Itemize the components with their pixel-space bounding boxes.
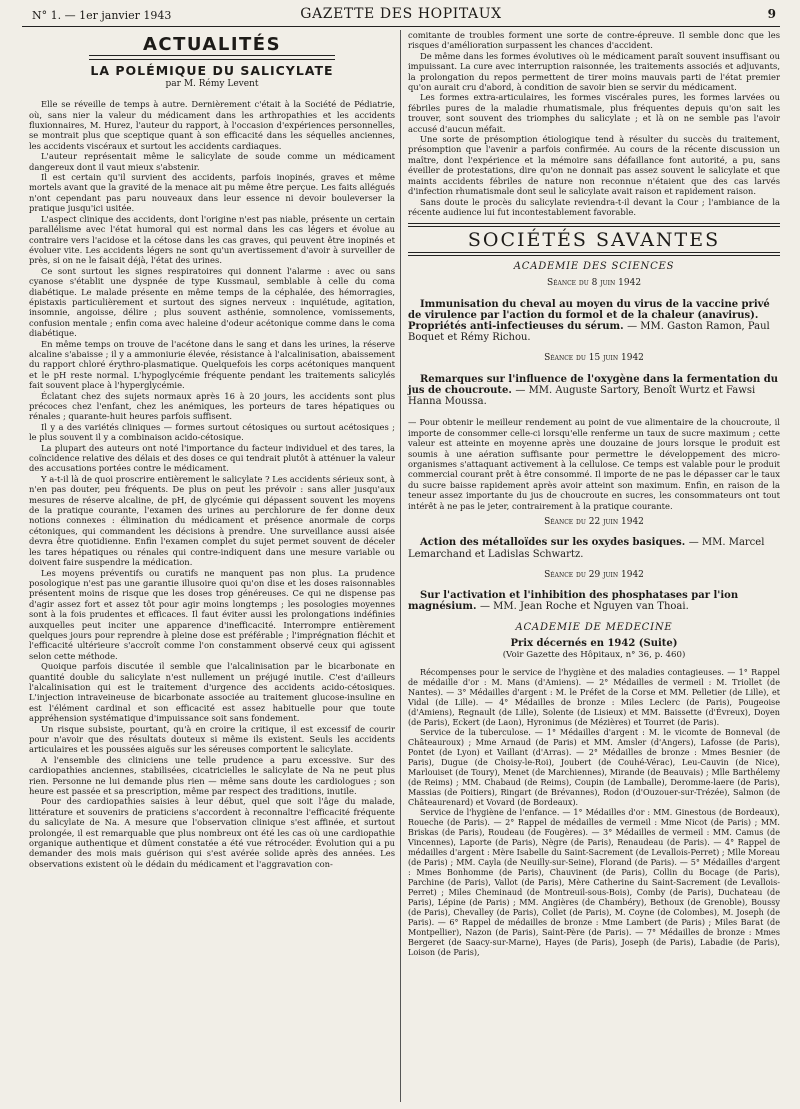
communication-title: Sur l'activation et l'inhibition des phosphatases par l'ion magnésium. xyxy=(408,590,739,613)
article-paragraph: La plupart des auteurs ont noté l'importance du facteur individuel et des tares, la coïncidence relative des délais et des doses ce qui tendrait plutôt à atténuer la valeur des accusations portées contre le médicament. xyxy=(29,442,395,474)
article-paragraph: Un risque subsiste, pourtant, qu'à en croire la critique, il est excessif de courir pour n'avoir que des résultats douteux si même ils existent. Seuls les accidents articulaires et les poussées aiguës sur les séreuses comportent le salicylate. xyxy=(29,723,395,755)
prize-paragraph: Service de l'hygiène de l'enfance. — 1° Médailles d'or : MM. Ginestous (de Bordeaux), Roueche (de Paris). — 2° Rappel de médailles de vermeil : Mme Nicot (de Paris) ; MM. Briskas (de Paris), Roudeau (de Fougères). — 3° Médailles de vermeil : MM. Camus (de Vincennes), Laporte (de Paris), Nègre (de Paris), Renaudeau (de Paris). — 4° Rappel de médailles d'argent : Mère Isabelle du Saint-Sacrement (de Levallois-Perret) ; Mlle Moreau (de Paris) ; MM. Cayla (de Neuilly-sur-Seine), Florand (de Paris). — 5° Médailles d'argent : Mmes Bonhomme (de Paris), Chauvinent (de Paris), Collin du Bocage (de Paris), Parchine (de Paris), Vallot (de Paris), Mère Catherine du Saint-Sacrement (de Levallois-Perret) ; Miles Cheminaud (de Montreuil-sous-Bois), Comby (de Paris), Duchateau (de Paris), Lépine (de Paris) ; MM. Angières (de Chambéry), Bethoux (de Grenoble), Boussy (de Paris), Chevalley (de Paris), Collet (de Paris), M. Coyne (de Colombes), M. Joseph (de Paris). — 6° Rappel de médailles de bronze : Mme Lambert (de Paris) ; Miles Barat (de Montpellier), Nazon (de Paris), Saint-Père (de Paris). — 7° Médailles de bronze : Mmes Bergeret (de Saacy-sur-Marne), Hayes (de Paris), Joseph (de Paris), Labadie (de Paris), Loison (de Paris), xyxy=(408,806,780,957)
article-paragraph: Il y a des variétés cliniques — formes surtout cétosiques ou surtout acétosiques ; le plus souvent il y a combinaison acido-cétosique. xyxy=(29,421,395,443)
page-header xyxy=(22,2,780,27)
section-title-societes: SOCIÉTÉS SAVANTES xyxy=(467,229,721,252)
article-continuation: Les formes extra-articulaires, les formes viscérales pures, les formes larvées ou fébriles pures de la maladie rhumatismale, plus fréquentes depuis qu'on sait les trouver, sont souvent des triomphes du salicylate ; et là on ne semble pas l'avoir accusé d'aucun méfait. xyxy=(408,92,780,134)
prize-paragraph: Service de la tuberculose. — 1° Médailles d'argent : M. le vicomte de Bonneval (de Châteauroux) ; Mme Arnaud (de Paris) et MM. Amsler (d'Angers), Lafosse (de Paris), Pontet (de Lyon) et Vaillant (d'Arras). — 2° Médailles de bronze : Mmes Besnier (de Paris), Dugue (de Choisy-le-Roi), Joubert (de Couhé-Vérac), Leu-Cauvin (de Nice), Marlouiset (de Toury), Menet (de Marchiennes), Mirande (de Beauvais) ; Mlle Barthélemy (de Reims) ; MM. Chabaud (de Reims), Coupin (de Lamballe), Deromme-laere (de Paris), Massias (de Poitiers), Ringart (de Brévannes), Rodon (d'Ouzouer-sur-Trézée), Salmon (de Châteaurenard) et Vovard (de Bordeaux). xyxy=(408,726,780,807)
issue-label: N° 1. — 1er janvier 1943 xyxy=(32,9,172,22)
communication-title: Remarques sur l'influence de l'oxygène dans la fermentation du jus de choucroute. xyxy=(408,373,778,396)
article-byline: par M. Rémy Levent xyxy=(165,78,259,89)
article-paragraph: Elle se réveille de temps à autre. Dernièrement c'était à la Société de Pédiatrie, où, sans nier la valeur du médicament dans les arthropathies et les accidents fluxionnaires, M. Hurez, l'auteur du rapport, à l'occasion d'expériences personnelles, se montrait plus que sceptique quant à son efficacité dans les séquelles anciennes, les accidents viscéraux et surtout les accidents cardiaques. xyxy=(29,99,395,151)
article-paragraph: Il est certain qu'il survient des accidents, parfois inopinés, graves et même mortels avant que la gravité de la menace ait pu même être perçue. Les faits allégués n'ont cependant pas paru nouveaux dans leur essence ni devoir bouleverser la pratique jusqu'ici usitée. xyxy=(29,172,395,214)
article-paragraph: Y a-t-il là de quoi proscrire entièrement le salicylate ? Les accidents sérieux sont, à n'en pas douter, peu fréquents. De plus on peut les prévoir : sans aller jusqu'aux mesures de réserve alcaline, de pH, de glycémie qui dépassent souvent les moyens de la pratique courante, l'examen des urines au perchlorure de fer donne deux notions connexes : élimination du médicament et présence anormale de corps cétoniques, qui commandent les décisions à prendre. Une surveillance aussi aisée devra être quotidienne. Enfin l'examen complet du sujet permet souvent de déceler les tares hépatiques ou rénales qui contre-indiquent dans une mesure variable ou doivent faire suspendre la médication. xyxy=(29,473,395,568)
article-continuation: Sans doute le procès du salicylate reviendra-t-il devant la Cour ; l'ambiance de la récente audience lui fut incontestablement favorable. xyxy=(408,196,780,217)
section-title-actualites: ACTUALITÉS xyxy=(142,34,282,55)
article-paragraph: En même temps on trouve de l'acétone dans le sang et dans les urines, la réserve alcaline s'abaisse ; il y a ammoniurie élevée, résistance à l'alcalinisation, abaissement du rapport chloré érythro-plasmatique. Quelquefois les corps acétoniques manquent et le pH reste normal. L'hypoglycémie fréquente pendant les traitements salicylés fait souvent place à l'hyperglycémie. xyxy=(29,338,395,391)
article-paragraph: A l'ensemble des cliniciens une telle prudence a paru excessive. Sur des cardiopathies anciennes, stabilisées, cicatricielles le salicylate de Na ne peut plus rien. Personne ne lui demande plus rien — même sans doute les cardiologues ; son heure est passée et sa prescription, même par respect des traditions, inutile. xyxy=(29,754,395,797)
prizes-reference: (Voir Gazette des Hôpitaux, n° 36, p. 460) xyxy=(502,650,686,661)
left-column xyxy=(29,30,395,1102)
session-date: Séance du 8 juin 1942 xyxy=(546,278,642,289)
prizes-title: Prix décernés en 1942 (Suite) xyxy=(510,638,678,650)
page-number: 9 xyxy=(767,7,776,21)
communication-authors: — MM. Gaston Ramon, Paul Boquet et Rémy Richou. xyxy=(408,320,770,344)
communication-title: Immunisation du cheval au moyen du virus de la vaccine privé de virulence par l'action du formol et de la chaleur (anavirus). Propriétés anti-infectieuses du sérum. xyxy=(408,298,770,332)
article-continuation: comitante de troubles forment une sorte de contre-épreuve. Il semble donc que les risques d'amélioration surpassent les chances d'accident. xyxy=(408,30,780,51)
communication-entry xyxy=(408,299,780,344)
section-rule-top xyxy=(408,223,780,227)
article-continuation: Une sorte de présomption étiologique tend à résulter du succès du traitement, présomption que l'avenir a parfois confirmée. Au cours de la récente discussion un maître, dont l'expérience et la mémoire sans défaillance font autorité, a pu, sans éveiller de protestations, dire qu'on ne donnait pas assez souvent le salicylate et que maints accidents fébriles de nature non reconnue n'étaient que des cas larvés d'infection rhumatismale dont seul le salicylate avait raison et rapidement raison. xyxy=(408,134,780,197)
article-paragraph: Ce sont surtout les signes respiratoires qui donnent l'alarme : avec ou sans cyanose s'établit une dyspnée de type Kussmaul, semblable à celle du coma diabétique. Le malade présente en même temps de la céphalée, des hémorragies, épistaxis particulièrement et surtout des signes nerveux : inquiétude, agitation, insomnie, angoisse, délire ; plus souvent asthénie, somnolence, vomissements, confusion mentale ; enfin coma avec haleine d'odeur acétonique comme dans le coma diabétique. xyxy=(29,265,395,339)
communication-entry xyxy=(408,374,780,408)
prize-paragraph: Récompenses pour le service de l'hygiène et des maladies contagieuses. — 1° Rappel de médaille d'or : M. Mans (d'Amiens). — 2° Médailles de vermeil : M. Triollet (de Nantes). — 3° Médailles d'argent : M. le Préfet de la Corse et MM. Pelletier (de Lille), et Vidal (de Lille). — 4° Médailles de bronze : Miles Leclerc (de Paris), Pougeoise (d'Amiens), Regnault (de Lille), Solente (de Lisieux) et MM. Baissette (d'Évreux), Doyen (de Paris), Eckert (de Laon), Hyronimus (de Mézières) et Tourret (de Paris). xyxy=(408,666,780,727)
column-divider xyxy=(400,30,401,1102)
communication-authors: — MM. Auguste Sartory, Benoît Wurtz et Fawsi Hanna Moussa. xyxy=(408,384,756,408)
communication-abstract: — Pour obtenir le meilleur rendement au point de vue alimentaire de la choucroute, il importe de consommer celle-ci lorsqu'elle renferme un taux de sucre maximum ; cette valeur est atteinte en moyenne après une douzaine de jours lorsque le produit est soumis à une aération suffisante pour permettre le développement des micro-organismes s'attaquant activement à la cellulose. Ce temps est valable pour le produit commercial courant prêt à être consommé. Il importe de ne pas le dépasser car le taux du sucre baisse rapidement après avoir atteint son maximum. Enfin, en raison de la teneur assez importante du jus de choucroute en sucres, les consommateurs ont tout intérêt à ne pas le jeter, contrairement à la pratique courante. xyxy=(408,417,780,511)
academy-medecine-heading: ACADEMIE DE MEDECINE xyxy=(515,621,673,633)
session-date: Séance du 15 juin 1942 xyxy=(544,353,644,364)
journal-title: GAZETTE DES HOPITAUX xyxy=(300,6,502,22)
communication-authors: — MM. Jean Roche et Nguyen van Thoai. xyxy=(479,601,689,613)
session-date: Séance du 29 juin 1942 xyxy=(544,569,644,580)
communication-entry xyxy=(408,537,780,559)
article-paragraph: Quoique parfois discutée il semble que l'alcalinisation par le bicarbonate en quantité double du salicylate n'est nullement un préjugé inutile. C'est d'ailleurs l'alcalinisation qui est le traitement d'urgence des accidents acido-cétosiques. L'injection intraveineuse de bicarbonate associée au traitement glucose-insuline en est l'élément cardinal et son efficacité est assez habituelle pour que toute appréhension systématique d'impuissance soit sans fondement. xyxy=(29,661,395,724)
communication-entry xyxy=(408,590,780,612)
article-continuation: De même dans les formes évolutives où le médicament paraît souvent insuffisant ou impuissant. La cure avec interruption raisonnée, les traitements associés et adjuvants, la prolongation du repos permettent de tirer moins mauvais parti de l'état premier qu'on aurait cru d'abord, à condition de savoir bien se servir du médicament. xyxy=(408,50,780,93)
article-title: LA POLÉMIQUE DU SALICYLATE xyxy=(90,63,334,79)
article-paragraph: L'auteur représentait même le salicylate de soude comme un médicament dangereux dont il vaut mieux s'abstenir. xyxy=(29,151,395,172)
article-paragraph: L'aspect clinique des accidents, dont l'origine n'est pas niable, présente un certain parallélisme avec l'état humoral qui est normal dans les cas légers et évolue au contraire vers l'acidose et la cétose dans les cas graves, qui peuvent être inopinés et évoluer vite. Les accidents légers ne sont qu'un avertissement d'avoir à surveiller de près, si on ne le faisait déjà, l'état des urines. xyxy=(29,213,395,266)
section-rule xyxy=(89,55,335,60)
communication-title: Action des métalloïdes sur les oxydes basiques. xyxy=(420,537,686,549)
article-paragraph: Éclatant chez des sujets normaux après 16 à 20 jours, les accidents sont plus précoces chez l'enfant, chez les anémiques, les porteurs de tares hépatiques ou rénales ; quarante-huit heures parfois suffisent. xyxy=(29,390,395,422)
section-rule-bottom xyxy=(408,252,780,256)
session-date: Séance du 22 juin 1942 xyxy=(544,517,644,528)
article-paragraph: Pour des cardiopathies saisies à leur début, quel que soit l'âge du malade, littérature et souvenirs de praticiens s'accordent à reconnaître l'efficacité fréquente du salicylate de Na. A mesure que l'observation clinique s'est affinée, et surtout prolongée, il est remarquable que plus nombreux ont été les cas où une cardiopathie organique authentique et dûment constatée a été vue rétrocéder. Évolution qui a pu demander des mois mais guérison qui s'est avérée solide après des années. Les observations existent où le dédain du médicament et l'aggravation con- xyxy=(29,796,395,869)
academy-sciences-heading: ACADEMIE DES SCIENCES xyxy=(513,260,675,272)
communication-authors: — MM. Marcel Lemarchand et Ladislas Schwartz. xyxy=(408,537,765,560)
right-column xyxy=(408,30,780,1102)
article-paragraph: Les moyens préventifs ou curatifs ne manquent pas non plus. La prudence posologique n'est pas une garantie illusoire quoi qu'on dise et les doses raisonnables présentent moins de risque que les doses trop généreuses. Ce qui ne dispense pas d'agir assez fort et assez tôt pour agir moins longtemps ; les posologies moyennes sont à la fois prudentes et efficaces. Il faut éviter aussi les prolongations indéfinies auxquelles peut inciter une apparence d'inefficacité. Interrompre entièrement quelques jours pour reprendre à pleine dose est préférable ; l'imprégnation fléchit et l'efficacité ultérieure s'accroît comme l'on constamment observé ceux qui agissent selon cette méthode. xyxy=(29,567,395,661)
